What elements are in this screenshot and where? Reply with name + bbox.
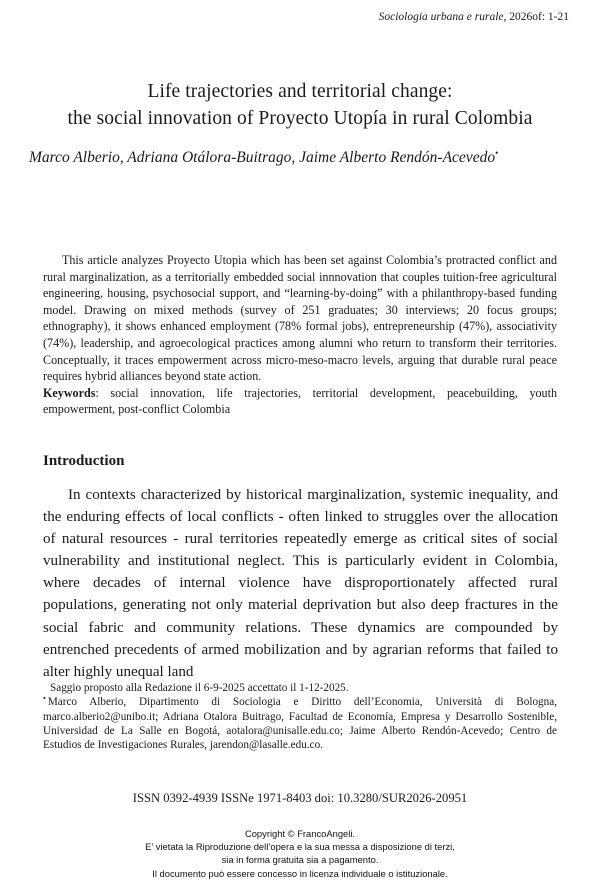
- author-footnote-marker: •: [495, 147, 499, 158]
- issn-doi-line: ISSN 0392-4939 ISSNe 1971-8403 doi: 10.3280/SUR2026-20951: [132, 791, 468, 805]
- footnote-affiliation-line: [43, 695, 557, 752]
- abstract-text: This article analyzes Proyecto Utopia which has been set against Colombia’s protracted conflict and rural marginalization, as a territorially embedded social innnovation that couples tuition-free agricultural engineering, housing, psychosocial support, and “learning-by-doing” with a philanthropy-based funding model. Drawing on mixed methods (survey of 251 graduates; 30 interviews; 20 focus groups; ethnography), it shows enhanced employment (78% formal jobs), entrepreneurship (47%), associativity (74%), leadership, and agroecological practices among alumni who return to transform their territories. Conceptually, it traces empowerment across micro-meso-macro levels, arguing that durable rural peace requires hybrid alliances beyond state action.: [43, 253, 557, 384]
- journal-issue-pages: , 2026of: 1-21: [503, 11, 569, 23]
- journal-name: Sociologia urbana e rurale: [378, 11, 504, 23]
- section-heading-introduction: Introduction: [43, 453, 125, 469]
- author-list: [29, 148, 572, 168]
- author-names: Marco Alberio, Adriana Otálora-Buitrago, Jaime Alberto Rendón-Acevedo: [29, 149, 496, 166]
- article-title-line-2: the social innovation of Proyecto Utopía in rural Colombia: [67, 108, 533, 129]
- copyright-line-3: sia in forma gratuita sia a pagamento.: [221, 854, 379, 866]
- copyright-notice: [0, 827, 600, 880]
- introduction-paragraph: In contexts characterized by historical marginalization, systemic inequality, and the enduring effects of local conflicts - often linked to struggles over the allocation of natural resources - rural territories repeatedly emerge as critical sites of social vulnerability and institutional neglect. This is particularly evident in Colombia, where decades of internal violence have disproportionately affected rural populations, generating not only material deprivation but also deep fractures in the social fabric and community relations. These dynamics are compounded by entrenched precedents of armed mobilization and by agrarian reforms that failed to alter highly unequal land: [43, 487, 558, 680]
- article-title-line-1: Life trajectories and territorial change:: [147, 81, 453, 102]
- copyright-line-2: E’ vietata la Riproduzione dell’opera e la sua messa a disposizione di terzi,: [145, 841, 455, 853]
- footnote-affiliations: Marco Alberio, Dipartimento di Sociologia e Diritto dell’Economia, Università di Bologna, marco.alberio2@unibo.it; Adriana Otalora Buitrago, Facultad de Economía, Empresa y Desarrollo Sostenible, Universidad de La Salle en Bogotá, aotalora@unisalle.edu.co; Jaime Alberto Rendón-Acevedo; Centro de Estudios de Investigaciones Rurales, jarendon@lasalle.edu.co.: [43, 696, 557, 752]
- running-head: [0, 10, 569, 24]
- keywords-label: Keywords: [43, 385, 96, 400]
- body-text-block: [43, 484, 558, 683]
- keywords-text: : social innovation, life trajectories, territorial development, peacebuilding, youth empowerment, post-conflict Colombia: [43, 385, 557, 417]
- article-title: [30, 78, 570, 132]
- footnote-submission-line: Saggio proposto alla Redazione il 6-9-2025 accettato il 1-12-2025.: [50, 682, 349, 694]
- keywords-line: [43, 385, 557, 418]
- copyright-line-4: Il documento può essere concesso in licenza individuale o istituzionale.: [152, 867, 448, 879]
- footnote-block: [43, 681, 557, 752]
- footnote-marker: •: [43, 693, 46, 703]
- copyright-line-1: Copyright © FrancoAngeli.: [244, 828, 356, 839]
- abstract-block: [43, 252, 557, 418]
